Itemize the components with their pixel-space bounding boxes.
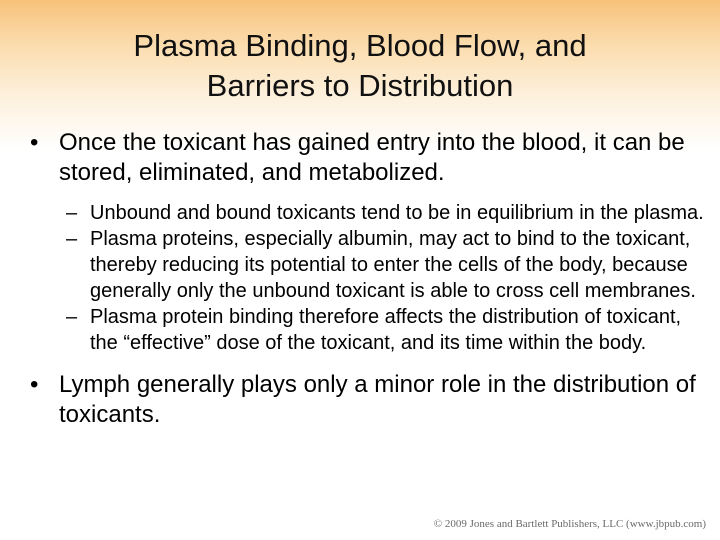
sub-bullet-item [0,226,720,304]
sub-bullet-marker: – [66,228,78,250]
bullet-text: Once the toxicant has gained entry into the blood, it can be stored, eliminated, and metabolized. [59,129,685,186]
bullet-marker: • [30,129,39,156]
sub-bullet-marker: – [66,306,78,328]
sub-bullet-item [0,200,720,226]
bullet-text: Lymph generally plays only a minor role in the distribution of toxicants. [59,371,696,428]
bullet-item [0,370,720,430]
bullet-marker: • [30,371,39,398]
slide-title: Plasma Binding, Blood Flow, and Barriers to Distribution [133,28,587,103]
sub-bullet-marker: – [66,202,78,224]
sub-bullet-text: Unbound and bound toxicants tend to be in equilibrium in the plasma. [90,202,704,224]
bullet-item [0,128,720,188]
sub-bullet-text: Plasma proteins, especially albumin, may act to bind to the toxicant, thereby reducing its potential to enter the cells of the body, because generally only the unbound toxicant is able to cross cell membranes. [90,228,696,302]
slide-body [0,128,720,430]
sub-bullet-text: Plasma protein binding therefore affects the distribution of toxicant, the “effective” dose of the toxicant, and its time within the body. [90,306,682,354]
sub-bullet-item [0,304,720,356]
sub-bullet-list [0,200,720,356]
copyright-notice: © 2009 Jones and Bartlett Publishers, LLC (www.jbpub.com) [433,518,706,530]
